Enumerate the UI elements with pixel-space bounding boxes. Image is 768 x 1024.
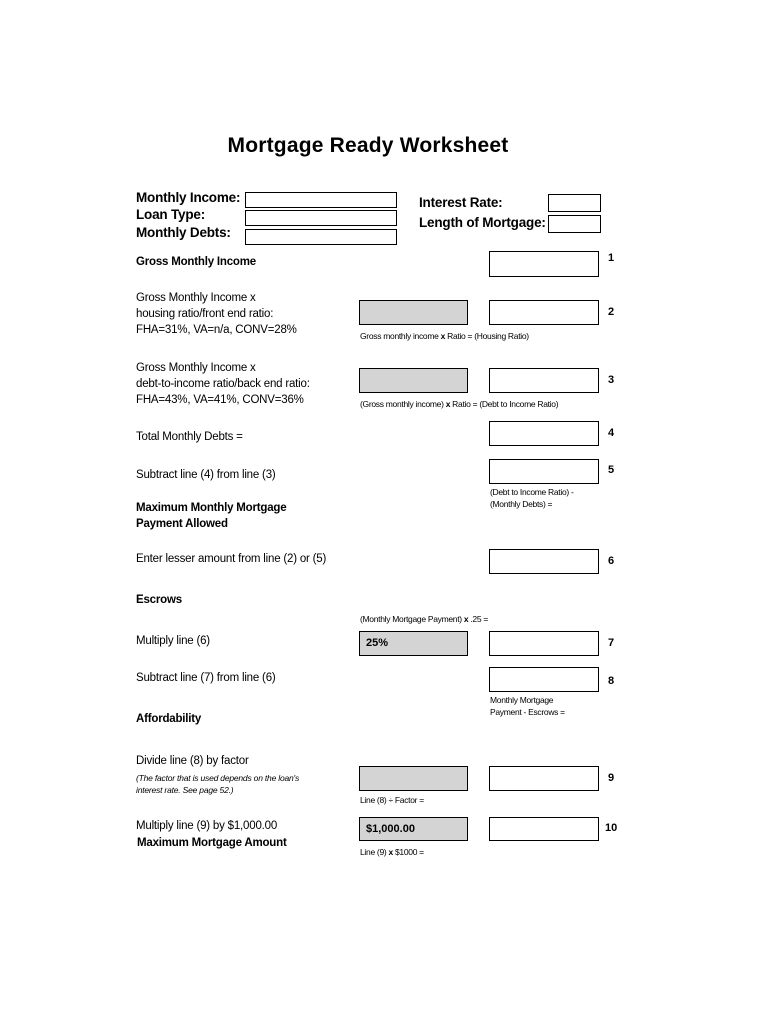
line-number-3: 3 [608, 374, 615, 386]
line-9-note: Line (8) ÷ Factor = [360, 795, 424, 805]
line-8-field[interactable] [489, 667, 599, 692]
line-5-field[interactable] [489, 459, 599, 484]
line-3-note-x: x [445, 399, 451, 409]
loan-type-field[interactable] [245, 210, 397, 226]
line-10-note [360, 846, 424, 858]
line-10-thousand-field[interactable]: $1,000.00 [359, 817, 468, 841]
line-6-field[interactable] [489, 549, 599, 574]
line-3-note-b: Ratio = (Debt to Income Ratio) [450, 399, 559, 409]
length-of-mortgage-label: Length of Mortgage: [419, 215, 546, 230]
line-5-note-1: (Debt to Income Ratio) - [490, 487, 574, 497]
line-number-9: 9 [608, 772, 615, 784]
loan-type-label: Loan Type: [136, 207, 206, 222]
line-2-field[interactable] [489, 300, 599, 325]
line-3-text-2: debt-to-income ratio/back end ratio: [136, 378, 310, 390]
line-7-note-a: (Monthly Mortgage Payment) [360, 614, 464, 624]
line-3-note [360, 398, 558, 410]
line-number-5: 5 [608, 464, 615, 476]
line-10-note-b: $1000 = [392, 847, 424, 857]
max-payment-heading-2: Payment Allowed [136, 518, 228, 530]
monthly-income-label: Monthly Income: [136, 190, 241, 205]
line-3-field[interactable] [489, 368, 599, 393]
line-7-note [360, 613, 488, 625]
line-5-note-2: (Monthly Debts) = [490, 499, 553, 509]
line-4-field[interactable] [489, 421, 599, 446]
interest-rate-field[interactable] [548, 194, 601, 212]
line-8-note-2: Payment - Escrows = [490, 707, 565, 717]
max-payment-heading [136, 500, 286, 532]
line-4-description: Total Monthly Debts = [136, 431, 243, 443]
line-number-4: 4 [608, 427, 615, 439]
line-7-field[interactable] [489, 631, 599, 656]
line-3-text-3: FHA=43%, VA=41%, CONV=36% [136, 394, 304, 406]
line-6-description: Enter lesser amount from line (2) or (5) [136, 553, 327, 565]
length-of-mortgage-field[interactable] [548, 215, 601, 233]
line-1-field[interactable] [489, 251, 599, 277]
line-number-2: 2 [608, 306, 615, 318]
line-9-field[interactable] [489, 766, 599, 791]
affordability-heading: Affordability [136, 713, 202, 725]
line-10-note-a: Line (9) [360, 847, 389, 857]
line-5-note [490, 486, 574, 510]
line-5-description: Subtract line (4) from line (3) [136, 469, 276, 481]
line-7-percent-field[interactable]: 25% [359, 631, 468, 656]
line-7-note-x: x [463, 614, 469, 624]
line-10-note-x: x [388, 847, 393, 857]
line-2-calc-field[interactable] [359, 300, 468, 325]
line-8-note-1: Monthly Mortgage [490, 695, 554, 705]
line-2-text-3: FHA=31%, VA=n/a, CONV=28% [136, 324, 297, 336]
line-9-italic-note [136, 772, 299, 796]
line-number-8: 8 [608, 675, 615, 687]
page-title: Mortgage Ready Worksheet [227, 134, 509, 157]
line-9-calc-field[interactable] [359, 766, 468, 791]
line-2-note [360, 330, 529, 342]
line-number-10: 10 [605, 822, 618, 834]
line-9-italic-2: interest rate. See page 52.) [136, 785, 234, 795]
max-mortgage-amount-heading: Maximum Mortgage Amount [137, 837, 287, 849]
line-2-note-b: Ratio = (Housing Ratio) [445, 331, 529, 341]
line-7-note-b: .25 = [468, 614, 489, 624]
line-2-text-2: housing ratio/front end ratio: [136, 308, 274, 320]
line-3-note-a: (Gross monthly income) [360, 399, 446, 409]
line-3-text-1: Gross Monthly Income x [136, 362, 256, 374]
monthly-debts-field[interactable] [245, 229, 397, 245]
line-9-italic-1: (The factor that is used depends on the loan's [136, 773, 300, 783]
line-2-text-1: Gross Monthly Income x [136, 292, 256, 304]
line-3-calc-field[interactable] [359, 368, 468, 393]
line-3-description [136, 360, 310, 408]
line-number-1: 1 [608, 252, 615, 264]
line-2-note-a: Gross monthly income [360, 331, 441, 341]
max-payment-heading-1: Maximum Monthly Mortgage [136, 502, 287, 514]
line-10-field[interactable] [489, 817, 599, 841]
line-2-note-x: x [440, 331, 446, 341]
line-8-description: Subtract line (7) from line (6) [136, 672, 276, 684]
line-10-description: Multiply line (9) by $1,000.00 [136, 820, 278, 832]
monthly-income-field[interactable] [245, 192, 397, 208]
line-9-description: Divide line (8) by factor [136, 755, 249, 767]
escrows-heading: Escrows [136, 594, 182, 606]
gross-monthly-income-heading: Gross Monthly Income [136, 256, 256, 268]
line-number-7: 7 [608, 637, 615, 649]
line-2-description [136, 290, 297, 338]
interest-rate-label: Interest Rate: [419, 195, 503, 210]
line-8-note [490, 694, 565, 718]
line-number-6: 6 [608, 555, 615, 567]
line-7-description: Multiply line (6) [136, 635, 210, 647]
monthly-debts-label: Monthly Debts: [136, 225, 231, 240]
